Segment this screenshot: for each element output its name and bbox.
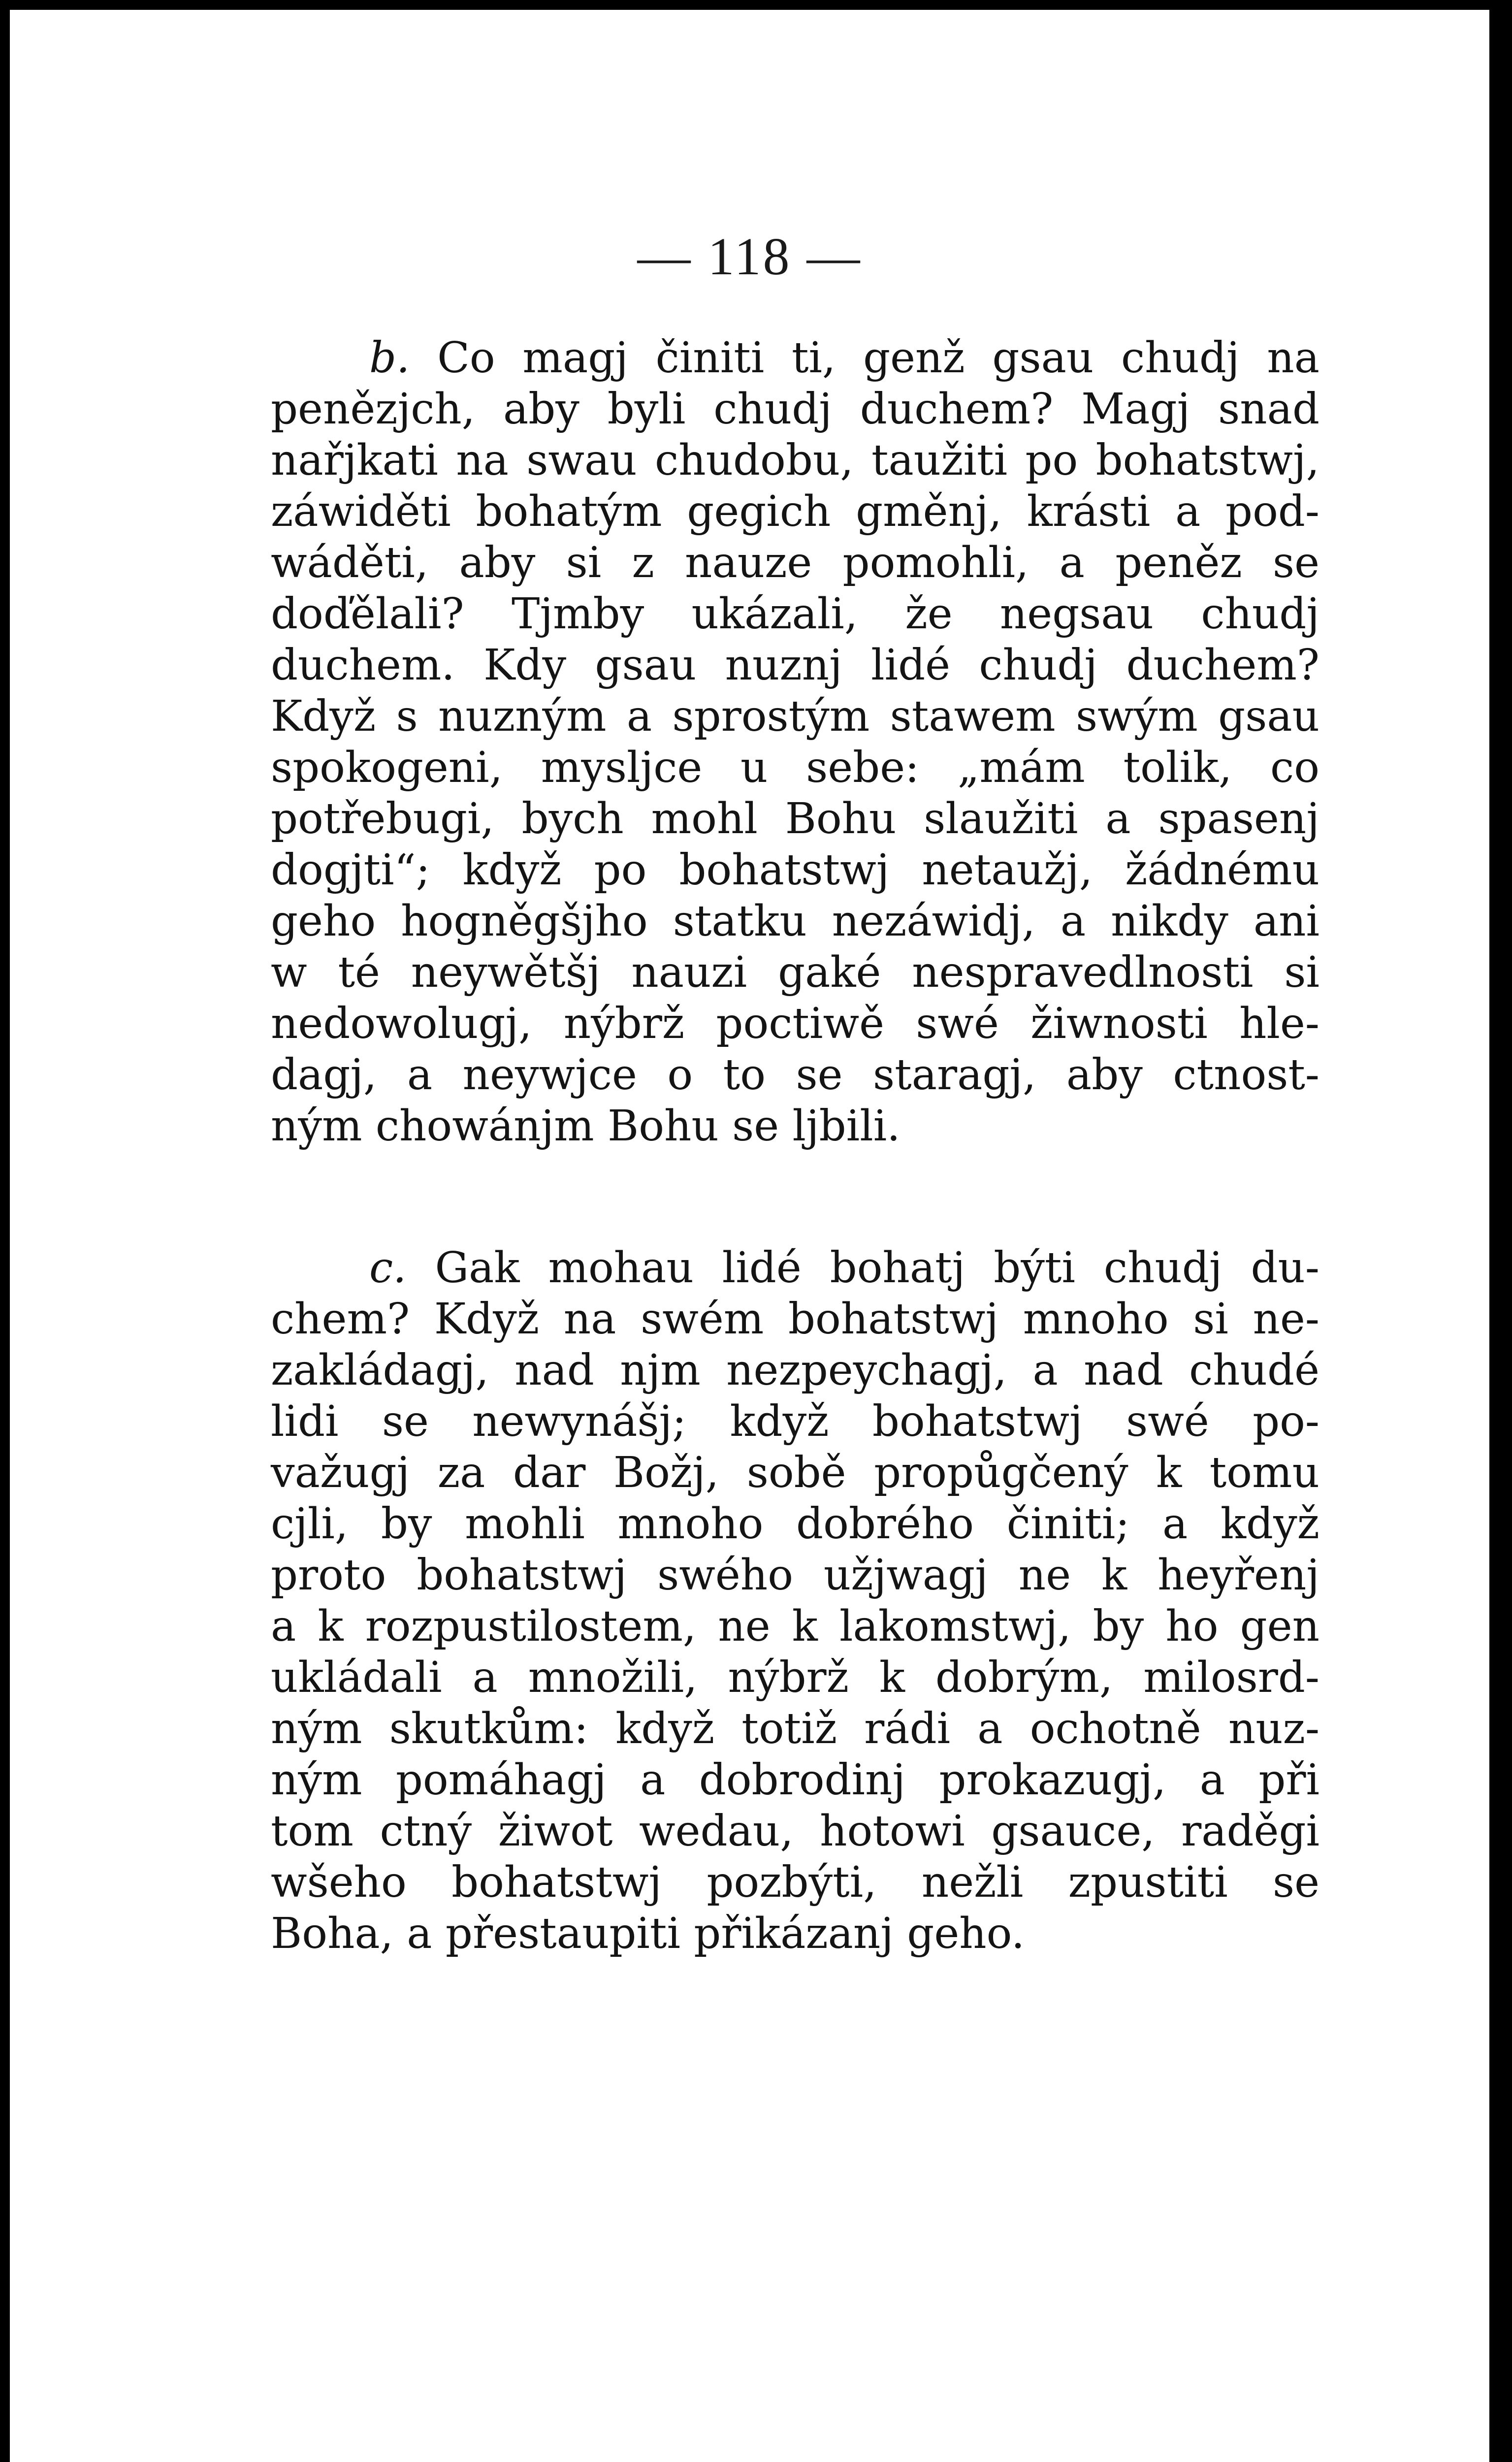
line-text: potřebugi, bych mohl Bohu slaužiti a spasenj [271,794,1319,843]
paragraph-marker: c. [369,1243,407,1293]
line-text: zakládagj, nad njm nezpeychagj, a nad chudé [271,1346,1319,1395]
line-text: spokogeni, myslјce u sebe: „mám tolik, co [271,743,1319,792]
line-text: važugj za dar Božj, sobě propůgčený k tomu [271,1448,1319,1497]
line-text: záwiděti bohatým gegich gměnj, krásti a pod- [271,487,1319,536]
text-line [271,1498,1319,1550]
text-line [271,1550,1319,1601]
paragraph-marker: b. [369,333,410,383]
line-text: nařjkati na swau chudobu, taužiti po bohatstwj, [271,436,1319,485]
paragraph-b [271,332,1319,1152]
text-line [271,1857,1319,1908]
text-line [271,691,1319,742]
text-line [271,998,1319,1049]
line-text: ukládali a množili, nýbrž k dobrým, milosrd- [271,1653,1319,1702]
text-line [271,1806,1319,1857]
page-number: — 118 — [637,227,862,286]
text-line [271,742,1319,793]
text-line [271,486,1319,537]
text-line [271,1345,1319,1396]
text-line [271,1101,1319,1152]
text-line [271,1652,1319,1703]
text-line [271,384,1319,435]
line-text: tom ctný žiwot wedau, hotowi gsauce, raděgi [271,1807,1319,1856]
line-text: Gak mohau lidé bohatj býti chudj du- [435,1243,1319,1293]
text-line [271,896,1319,947]
line-text: duchem. Kdy gsau nuznj lidé chudj duchem? [271,641,1319,690]
text-line [271,1703,1319,1754]
line-text: wáděti, aby si z nauze pomohli, a peněz se [271,538,1319,587]
text-line [271,844,1319,896]
line-text: a k rozpustilostem, ne k lakomstwj, by ho gen [271,1602,1319,1651]
text-line [271,1447,1319,1498]
line-text: ným pomáhagj a dobrodinj prokazugj, a při [271,1755,1319,1805]
text-line [271,1754,1319,1806]
text-line [271,1049,1319,1101]
text-line [271,1908,1319,1959]
page-body [271,332,1319,1959]
line-text: cjli, by mohli mnoho dobrého činiti; a když [271,1499,1319,1549]
line-text: Co magj činiti ti, genž gsau chudj na [437,333,1320,383]
line-text: proto bohatstwj swého užjwagj ne k heyřenj [271,1551,1319,1600]
text-line [271,1294,1319,1345]
line-text: dogjti“; když po bohatstwj netaužj, žádnému [271,845,1319,895]
text-line [271,435,1319,486]
text-line [271,1601,1319,1652]
text-line [271,588,1319,640]
line-text: ným chowánjm Bohu se ljbili. [271,1101,901,1151]
line-text: penězjch, aby byli chudj duchem? Magj snad [271,385,1319,434]
text-line [271,640,1319,691]
line-text: ným skutkům: když totiž rádi a ochotně nuz- [271,1704,1319,1753]
line-text: Když s nuzným a sprostým stawem swým gsau [271,692,1319,741]
line-text: w té neywětšj nauzi gaké nespravedlnosti si [271,948,1319,997]
text-line [271,1396,1319,1447]
text-line [271,793,1319,844]
text-line [271,947,1319,998]
line-text: chem? Když na swém bohatstwj mnoho si ne- [271,1295,1319,1344]
text-line [271,332,1319,384]
paragraph-c [271,1242,1319,1959]
book-page [10,10,1489,2462]
text-line [271,537,1319,588]
line-text: Boha, a přestaupiti přikázanj geho. [271,1909,1025,1958]
line-text: geho hogněgšjho statku nezáwidj, a nikdy ani [271,897,1319,946]
line-text: dagj, a neywjce o to se staragj, aby ctnost- [271,1050,1319,1100]
line-text: doďělali? Tjmby ukázali, že negsau chudj [271,589,1319,639]
line-text: wšeho bohatstwj pozbýti, nežli zpustiti se [271,1858,1319,1907]
text-line [271,1242,1319,1294]
line-text: nedowolugj, nýbrž poctiwě swé žiwnosti hle- [271,999,1319,1048]
line-text: lidi se newynášj; když bohatstwj swé po- [271,1397,1319,1446]
